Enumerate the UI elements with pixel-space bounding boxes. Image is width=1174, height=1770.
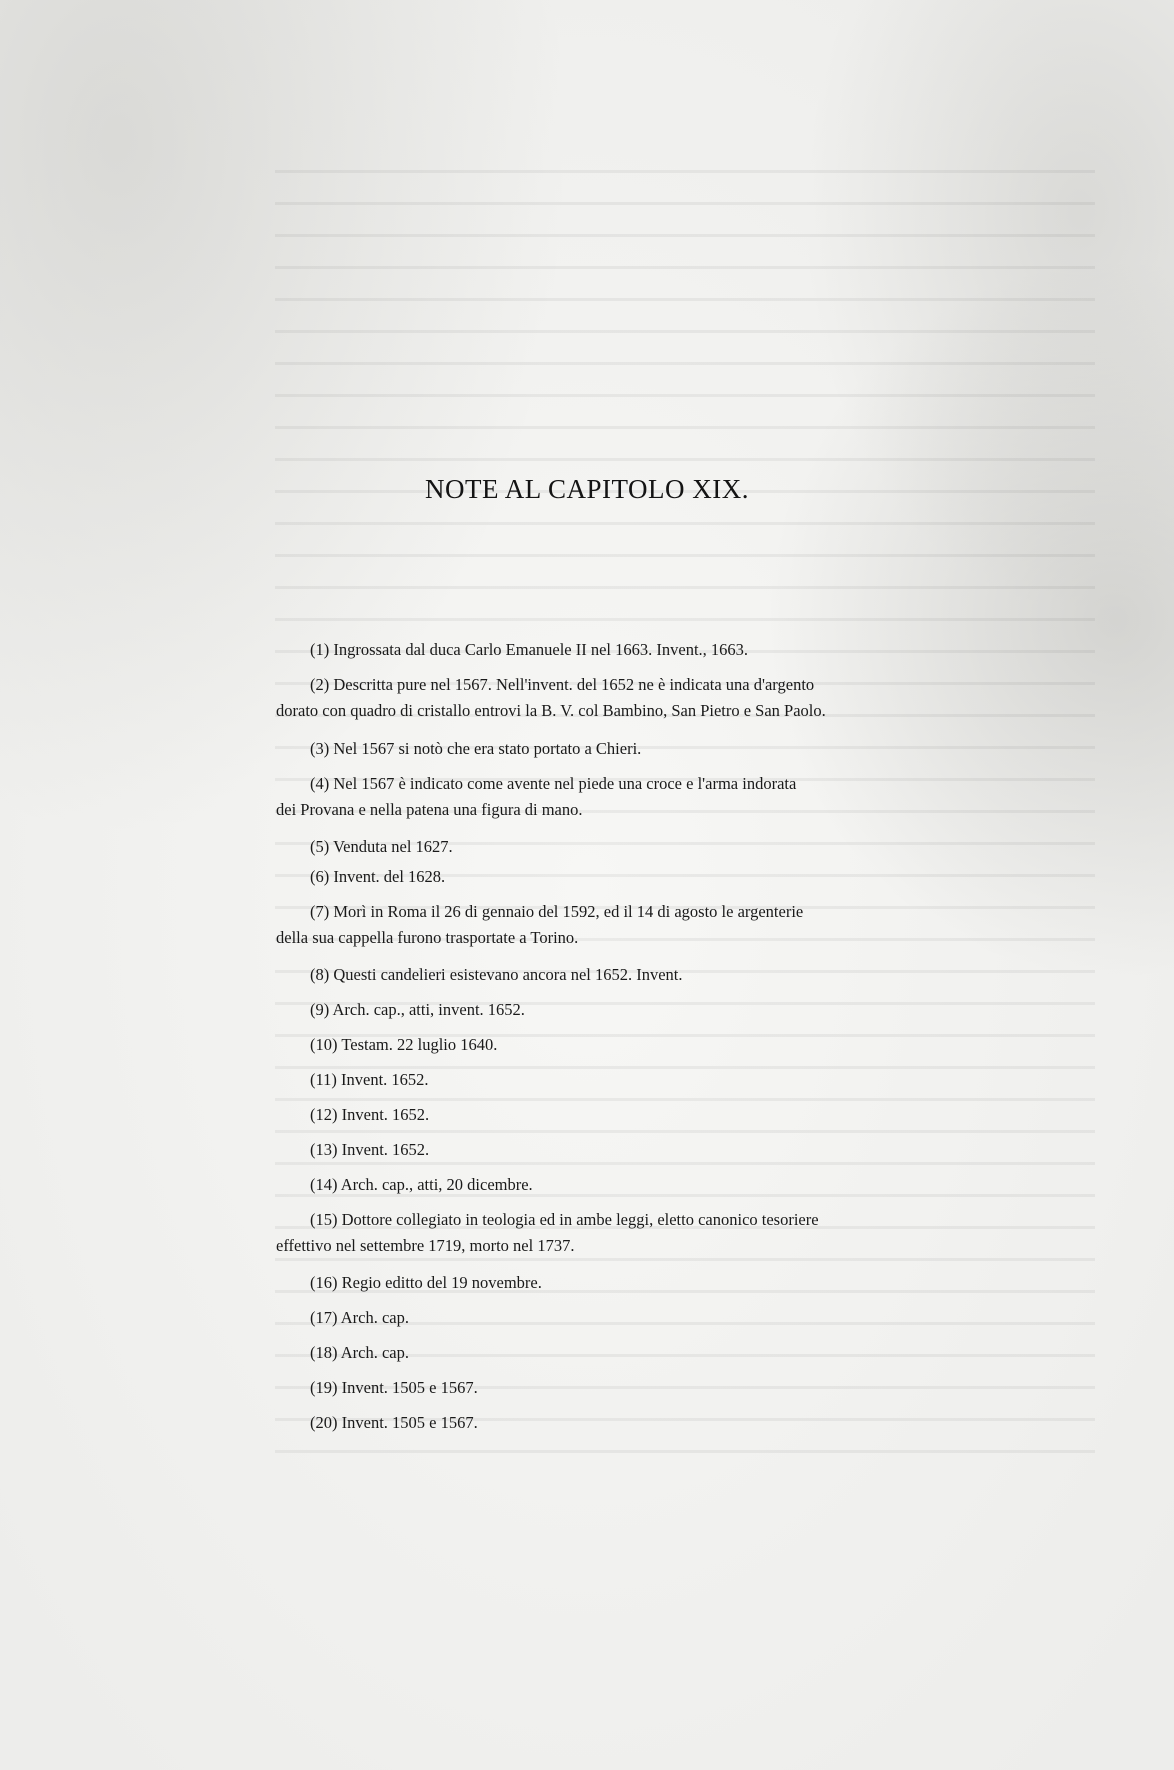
note-number: (3) — [310, 739, 330, 758]
note-text: Invent. 1652. — [341, 1105, 430, 1124]
note-text: Morì in Roma il 26 di gennaio del 1592, ed il 14 di agosto le argenterie — [333, 902, 804, 921]
note-number: (18) — [310, 1343, 338, 1362]
note-20 — [276, 1410, 969, 1436]
note-number: (11) — [310, 1070, 337, 1089]
note-1 — [276, 637, 969, 663]
note-text-continued: della sua cappella furono trasportate a Torino. — [276, 928, 579, 947]
note-4 — [276, 771, 969, 823]
note-number: (15) — [310, 1210, 338, 1229]
note-17 — [276, 1305, 969, 1331]
note-number: (5) — [310, 837, 330, 856]
note-9 — [276, 997, 969, 1023]
page-title: NOTE AL CAPITOLO XIX. — [425, 474, 749, 504]
note-text: Invent. 1652. — [341, 1070, 429, 1089]
note-8 — [276, 962, 969, 988]
note-number: (13) — [310, 1140, 338, 1159]
note-12 — [276, 1102, 969, 1128]
note-number: (12) — [310, 1105, 338, 1124]
note-number: (14) — [310, 1175, 338, 1194]
note-number: (10) — [310, 1035, 338, 1054]
note-text-continued: dorato con quadro di cristallo entrovi la B. V. col Bambino, San Pietro e San Paolo. — [276, 701, 826, 720]
note-11 — [276, 1067, 969, 1093]
note-text: Invent. 1652. — [341, 1140, 430, 1159]
note-number: (8) — [310, 965, 330, 984]
note-10 — [276, 1032, 969, 1058]
note-text: Invent. 1505 e 1567. — [341, 1378, 478, 1397]
note-number: (9) — [310, 1000, 330, 1019]
note-text: Nel 1567 si notò che era stato portato a Chieri. — [333, 739, 642, 758]
note-6 — [276, 864, 969, 890]
note-text: Testam. 22 luglio 1640. — [341, 1035, 498, 1054]
note-number: (4) — [310, 774, 330, 793]
note-text: Questi candelieri esistevano ancora nel 1652. Invent. — [333, 965, 683, 984]
note-text: Regio editto del 19 novembre. — [341, 1273, 542, 1292]
note-number: (16) — [310, 1273, 338, 1292]
note-text: Descritta pure nel 1567. Nell'invent. del 1652 ne è indicata una d'argento — [333, 675, 815, 694]
note-7 — [276, 899, 969, 951]
note-number: (7) — [310, 902, 330, 921]
note-text-continued: effettivo nel settembre 1719, morto nel 1737. — [276, 1236, 575, 1255]
note-text-continued: dei Provana e nella patena una figura di mano. — [276, 800, 583, 819]
note-text: Nel 1567 è indicato come avente nel piede una croce e l'arma indorata — [333, 774, 797, 793]
note-text: Arch. cap. — [340, 1343, 409, 1362]
note-number: (20) — [310, 1413, 338, 1432]
note-text: Arch. cap., atti, 20 dicembre. — [340, 1175, 533, 1194]
note-text: Invent. del 1628. — [333, 867, 446, 886]
note-18 — [276, 1340, 969, 1366]
note-text: Arch. cap. — [340, 1308, 409, 1327]
note-3 — [276, 736, 969, 762]
note-number: (6) — [310, 867, 330, 886]
note-number: (19) — [310, 1378, 338, 1397]
note-text: Invent. 1505 e 1567. — [341, 1413, 478, 1432]
note-number: (17) — [310, 1308, 338, 1327]
note-number: (2) — [310, 675, 330, 694]
note-text: Arch. cap., atti, invent. 1652. — [332, 1000, 525, 1019]
note-13 — [276, 1137, 969, 1163]
note-number: (1) — [310, 640, 330, 659]
note-19 — [276, 1375, 969, 1401]
note-text: Dottore collegiato in teologia ed in ambe leggi, eletto canonico tesoriere — [341, 1210, 819, 1229]
note-16 — [276, 1270, 969, 1296]
note-text: Venduta nel 1627. — [333, 837, 453, 856]
note-2 — [276, 672, 969, 724]
note-14 — [276, 1172, 969, 1198]
note-15 — [276, 1207, 969, 1259]
note-text: Ingrossata dal duca Carlo Emanuele II nel 1663. Invent., 1663. — [333, 640, 749, 659]
note-5 — [276, 834, 969, 860]
